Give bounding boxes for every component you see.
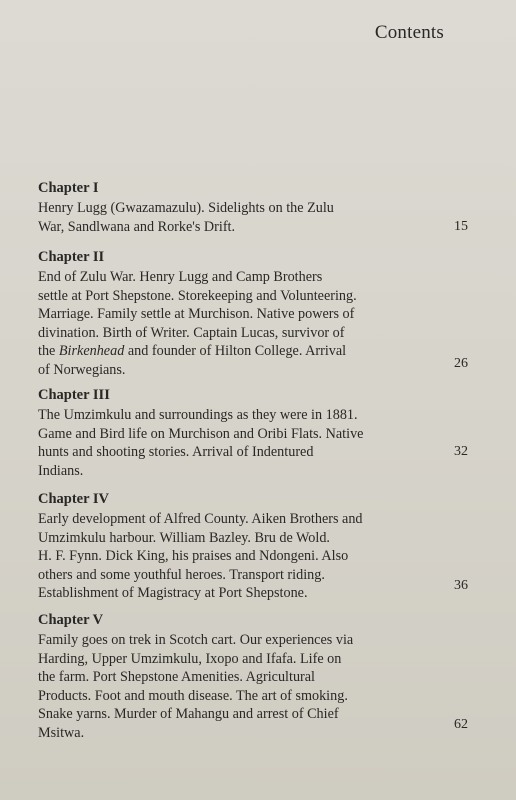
- chapter-entry: [38, 386, 438, 480]
- chapter-title: Chapter IV: [38, 491, 110, 507]
- page-number: 26: [454, 356, 468, 371]
- page-number: 36: [454, 578, 468, 593]
- chapter-entry: [38, 490, 438, 603]
- chapter-description-line: Umzimkulu harbour. William Bazley. Bru de Wold.: [38, 529, 330, 546]
- chapter-entry: [38, 248, 438, 380]
- chapter-description-line: War, Sandlwana and Rorke's Drift.: [38, 218, 236, 235]
- chapter-description-line: Harding, Upper Umzimkulu, Ixopo and Ifafa. Life on: [38, 650, 342, 667]
- chapter-description-line: Indians.: [38, 462, 84, 479]
- chapter-description-line: of Norwegians.: [38, 361, 126, 378]
- chapter-description-line: Henry Lugg (Gwazamazulu). Sidelights on the Zulu: [38, 200, 334, 216]
- chapter-description-line: Snake yarns. Murder of Mahangu and arrest of Chief: [38, 706, 339, 723]
- chapter-title: Chapter II: [38, 249, 105, 265]
- page-number: 32: [454, 444, 468, 459]
- chapter-description-line: Establishment of Magistracy at Port Shepstone.: [38, 585, 308, 602]
- chapter-entry: [38, 611, 438, 743]
- chapter-description-line: Early development of Alfred County. Aiken Brothers and: [38, 511, 363, 527]
- chapter-entry: [38, 179, 438, 236]
- chapter-description-line: Msitwa.: [38, 724, 85, 741]
- ship-name: Birkenhead: [58, 343, 125, 360]
- chapter-description-line: divination. Birth of Writer. Captain Lucas, survivor of: [38, 324, 345, 341]
- chapter-description-line: End of Zulu War. Henry Lugg and Camp Brothers: [38, 269, 323, 285]
- page-title: Contents: [374, 22, 444, 43]
- page-number: 15: [454, 219, 468, 234]
- page-number: 62: [454, 717, 468, 732]
- chapter-title: Chapter V: [38, 612, 104, 628]
- chapter-title: Chapter I: [38, 180, 99, 196]
- chapter-description-line: Game and Bird life on Murchison and Oribi Flats. Native: [38, 425, 364, 442]
- chapter-description-line: hunts and shooting stories. Arrival of Indentured: [38, 444, 314, 461]
- line-text: the: [38, 343, 59, 360]
- chapter-description-line: others and some youthful heroes. Transport riding.: [38, 566, 325, 583]
- chapter-description-line: Family goes on trek in Scotch cart. Our experiences via: [38, 632, 354, 648]
- chapter-description-line: Marriage. Family settle at Murchison. Native powers of: [38, 306, 355, 323]
- chapter-description-line: [38, 342, 438, 361]
- line-text: and founder of Hilton College. Arrival: [124, 343, 347, 360]
- chapter-description-line: H. F. Fynn. Dick King, his praises and Ndongeni. Also: [38, 548, 349, 565]
- chapter-title: Chapter III: [38, 387, 110, 403]
- chapter-description-line: Products. Foot and mouth disease. The art of smoking.: [38, 687, 348, 704]
- chapter-description-line: the farm. Port Shepstone Amenities. Agricultural: [38, 669, 316, 686]
- chapter-description-line: The Umzimkulu and surroundings as they were in 1881.: [38, 407, 358, 423]
- chapter-description-line: settle at Port Shepstone. Storekeeping and Volunteering.: [38, 287, 357, 304]
